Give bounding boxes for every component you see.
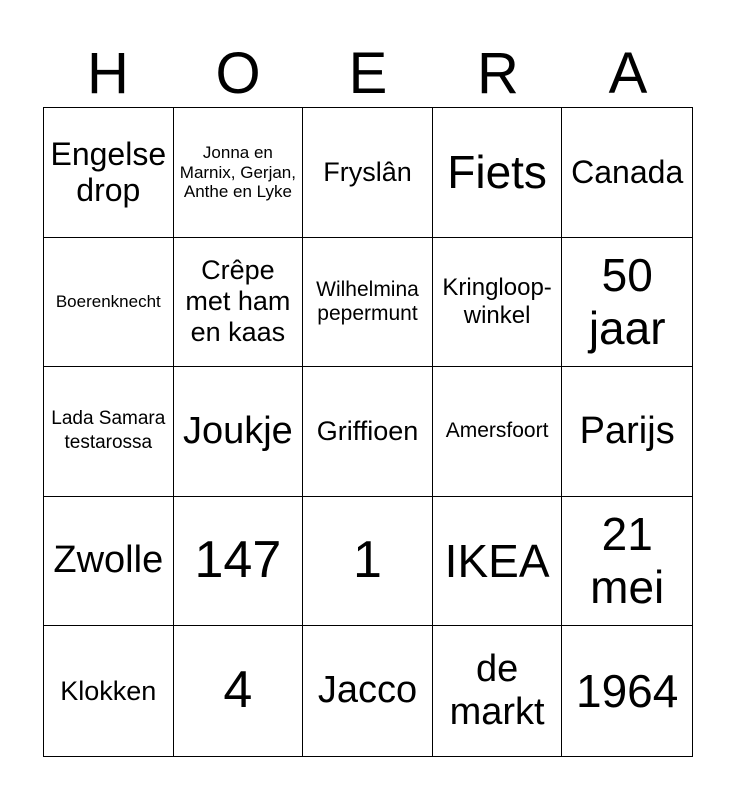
bingo-cell[interactable]: 50 jaar — [562, 238, 692, 368]
bingo-cell[interactable]: Canada — [562, 108, 692, 238]
bingo-cell[interactable]: Joukje — [174, 367, 304, 497]
header-letter-a: A — [608, 41, 648, 106]
bingo-header — [43, 40, 693, 108]
bingo-cell[interactable]: Zwolle — [44, 497, 174, 627]
bingo-cell[interactable]: Wilhelmina pepermunt — [303, 238, 433, 368]
bingo-cell[interactable]: Boerenknecht — [44, 238, 174, 368]
bingo-cell[interactable]: Kringloop-winkel — [433, 238, 563, 368]
bingo-cell[interactable]: Crêpe met ham en kaas — [174, 238, 304, 368]
bingo-cell[interactable]: Klokken — [44, 626, 174, 756]
header-letter-r: R — [477, 41, 519, 106]
bingo-cell[interactable]: Amersfoort — [433, 367, 563, 497]
bingo-cell[interactable]: 21 mei — [562, 497, 692, 627]
bingo-board — [43, 107, 693, 757]
bingo-cell[interactable]: Jacco — [303, 626, 433, 756]
bingo-cell[interactable]: 147 — [174, 497, 304, 627]
bingo-cell[interactable]: Parijs — [562, 367, 692, 497]
bingo-cell[interactable]: Griffioen — [303, 367, 433, 497]
bingo-cell[interactable]: Lada Samara testarossa — [44, 367, 174, 497]
bingo-cell[interactable]: Engelse drop — [44, 108, 174, 238]
bingo-cell[interactable]: Fryslân — [303, 108, 433, 238]
header-letter-e: E — [348, 41, 388, 106]
bingo-cell[interactable]: Jonna en Marnix, Gerjan, Anthe en Lyke — [174, 108, 304, 238]
bingo-cell[interactable]: de markt — [433, 626, 563, 756]
header-letter-o: O — [215, 41, 261, 106]
bingo-cell[interactable]: 4 — [174, 626, 304, 756]
bingo-cell[interactable]: 1964 — [576, 664, 679, 717]
header-letter-h: H — [87, 41, 129, 106]
bingo-cell[interactable]: 1 — [303, 497, 433, 627]
bingo-cell[interactable]: Fiets — [433, 108, 563, 238]
bingo-cell[interactable]: IKEA — [433, 497, 563, 627]
